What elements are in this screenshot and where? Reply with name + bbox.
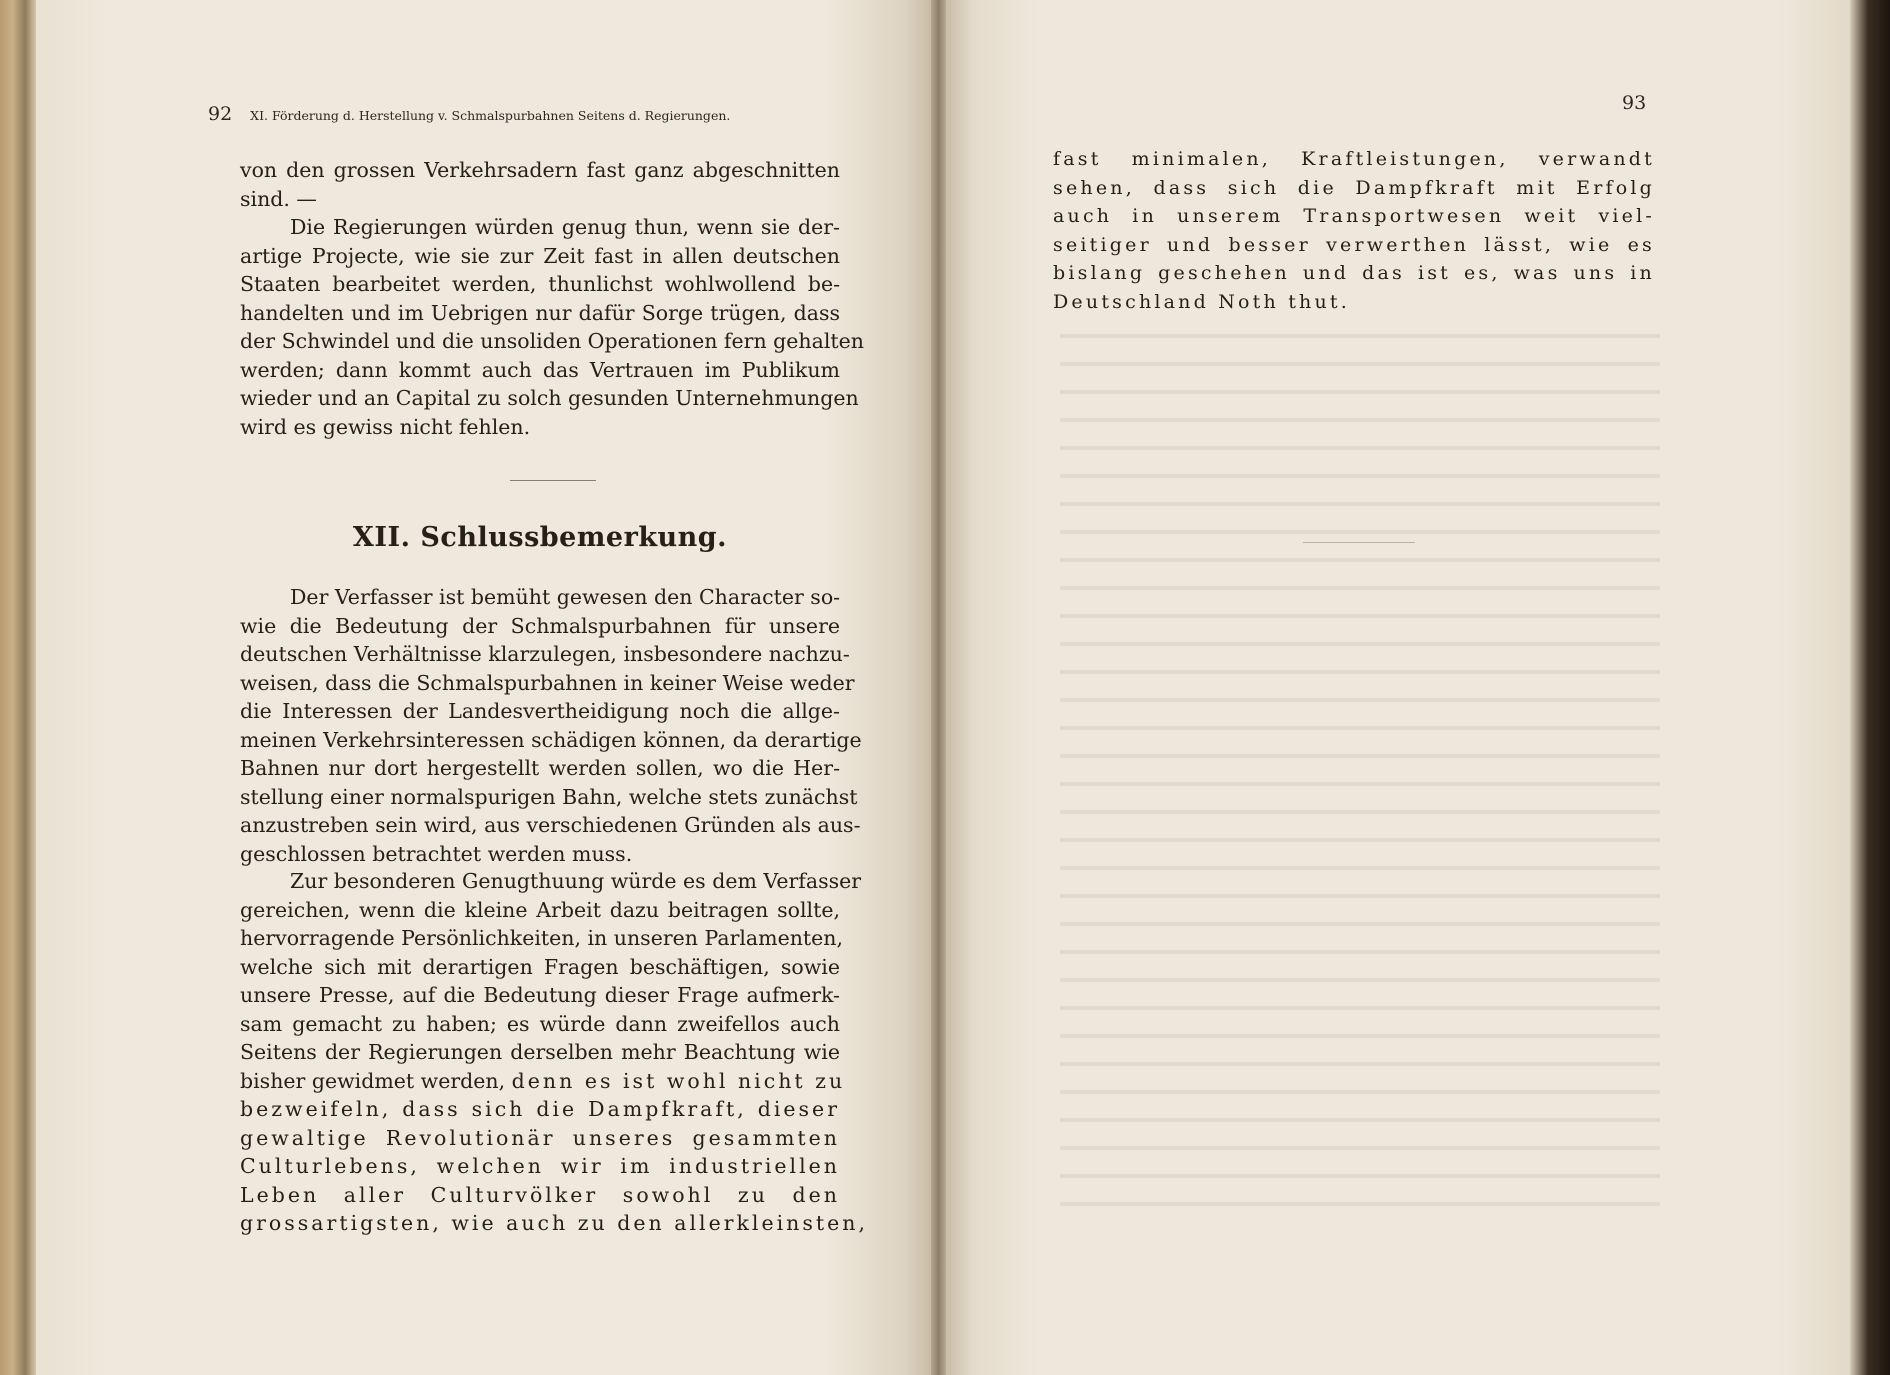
text-line: gereichen, wenn die kleine Arbeit dazu beitragen sollte, [240, 897, 840, 922]
page-number-right: 93 [1622, 92, 1647, 114]
text-line [240, 1067, 846, 1096]
paragraph-4 [240, 867, 868, 1238]
text-line: die Interessen der Landesvertheidigung noch die allge- [240, 699, 840, 723]
text-line-spaced: Deutschland Noth thut. [1053, 290, 1350, 313]
text-line: Seitens der Regierungen derselben mehr Beachtung wie [240, 1040, 840, 1064]
text-line: Bahnen nur dort hergestellt werden sollen, wo die Her- [240, 756, 840, 780]
text-line: stellung einer normalspurigen Bahn, welche stets zunächst [240, 784, 858, 809]
right-paragraph [1053, 145, 1655, 316]
text-line-spaced: fast minimalen, Kraftleistungen, verwandt [1053, 148, 1655, 170]
text-line-spaced: bislang geschehen und das ist es, was uns in [1053, 262, 1655, 284]
text-line: wie die Bedeutung der Schmalspurbahnen für unsere [240, 613, 840, 638]
text-line: welche sich mit derartigen Fragen beschäftigen, sowie [240, 954, 840, 979]
text-line-spaced: auch in unserem Transportwesen weit viel- [1053, 205, 1655, 227]
text-line: sam gemacht zu haben; es würde dann zweifellos auch [240, 1011, 840, 1036]
text-line: meinen Verkehrsinteressen schädigen können, da derartige [240, 727, 862, 752]
text-line: Staaten bearbeitet werden, thunlichst wohlwollend be- [240, 272, 840, 296]
text-line: Der Verfasser ist bemüht gewesen den Character so- [290, 585, 841, 609]
text-line-spaced: bezweifeln, dass sich die Dampfkraft, dieser [240, 1097, 840, 1121]
text-line: handelten und im Uebrigen nur dafür Sorge trügen, dass [240, 300, 840, 325]
text-line: sind. — [240, 186, 317, 211]
text-line: wieder und an Capital zu solch gesunden Unternehmungen [240, 386, 859, 410]
text-line: hervorragende Persönlichkeiten, in unseren Parlamenten, [240, 926, 844, 950]
text-line: von den grossen Verkehrsadern fast ganz abgeschnitten [240, 158, 840, 182]
section-heading: XII. Schlussbemerkung. [352, 522, 728, 553]
text-line: Zur besonderen Genugthuung würde es dem Verfasser [290, 869, 862, 893]
page-number-left: 92 [208, 103, 233, 125]
text-line-spaced: Leben aller Culturvölker sowohl zu den [240, 1182, 840, 1207]
text-line: der Schwindel und die unsoliden Operationen fern gehalten [240, 329, 864, 353]
running-header [208, 103, 810, 125]
book-left-edge [0, 0, 36, 1375]
book-right-edge [1850, 0, 1890, 1375]
text-line-spaced: Culturlebens, welchen wir im industriellen [240, 1154, 840, 1178]
section-divider-right [1303, 542, 1415, 543]
running-head-text: XI. Förderung d. Herstellung v. Schmalspurbahnen Seitens d. Regierungen. [250, 108, 731, 123]
text-line: geschlossen betrachtet werden muss. [240, 841, 633, 866]
text-line-spaced: gewaltige Revolutionär unseres gesammten [240, 1125, 840, 1150]
text-line: artige Projecte, wie sie zur Zeit fast in allen deutschen [240, 243, 840, 268]
text-line: weisen, dass die Schmalspurbahnen in keiner Weise weder [240, 670, 855, 695]
text-spaced-run: denn es ist wohl nicht zu [511, 1068, 846, 1093]
text-line: wird es gewiss nicht fehlen. [240, 414, 531, 439]
text-line: Die Regierungen würden genug thun, wenn sie der- [290, 215, 840, 239]
text-line-spaced: sehen, dass sich die Dampfkraft mit Erfolg [1053, 176, 1655, 199]
section-divider [510, 480, 596, 481]
book-gutter [931, 0, 946, 1375]
text-normal-run: bisher gewidmet werden, [240, 1068, 506, 1093]
paragraph-2 [240, 213, 864, 441]
paragraph-3 [240, 583, 862, 868]
show-through-text [1060, 320, 1660, 1220]
text-line: deutschen Verhältnisse klarzulegen, insbesondere nachzu- [240, 642, 850, 666]
paragraph-1 [240, 156, 840, 213]
text-line-spaced: seitiger und besser verwerthen lässt, wie es [1053, 233, 1655, 256]
text-line-spaced: grossartigsten, wie auch zu den allerkleinsten, [240, 1211, 868, 1235]
text-line: werden; dann kommt auch das Vertrauen im Publikum [240, 357, 840, 382]
text-line: anzustreben sein wird, aus verschiedenen Gründen als aus- [240, 813, 861, 837]
text-line: unsere Presse, auf die Bedeutung dieser Frage aufmerk- [240, 983, 840, 1007]
